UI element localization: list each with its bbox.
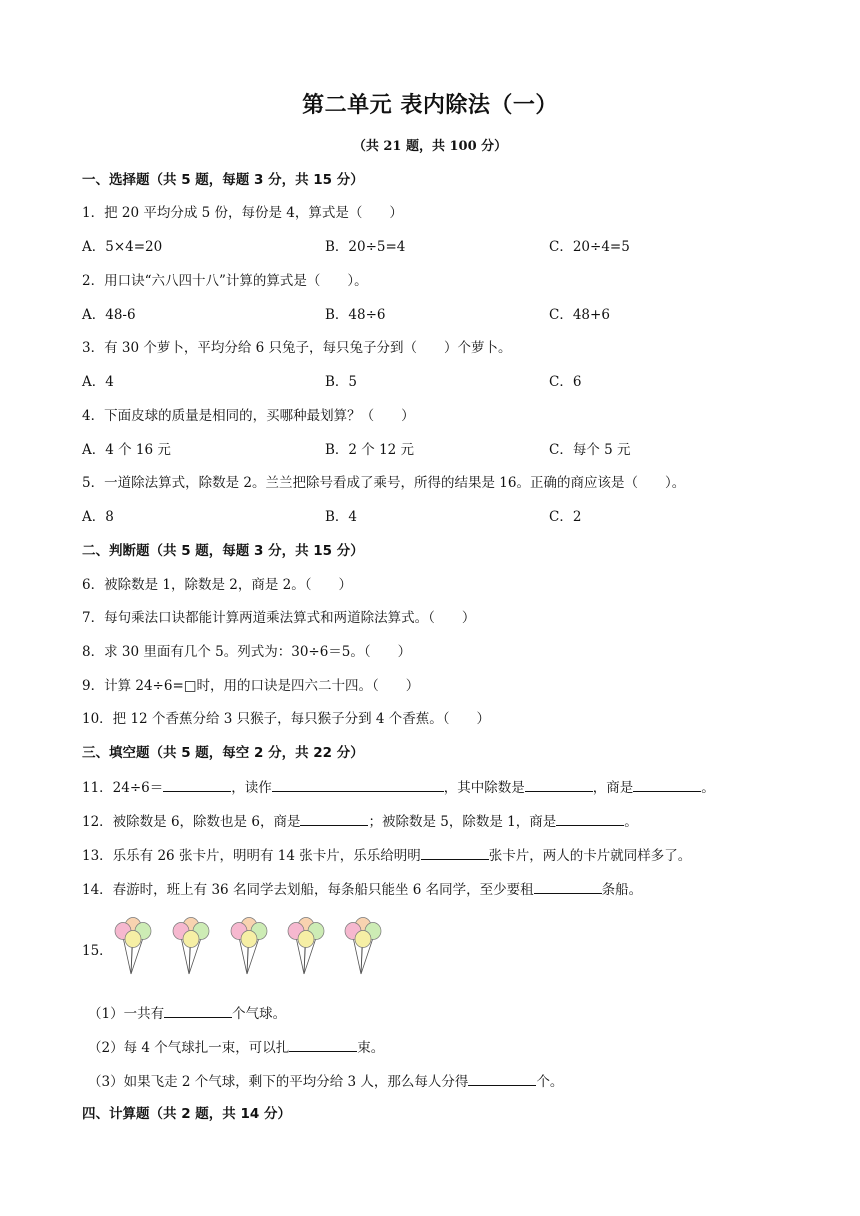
- question-1: 1．把 20 平均分成 5 份，每份是 4，算式是（ ）: [82, 205, 403, 221]
- q11-text-5: 。: [701, 780, 715, 796]
- balloon-bunch-4: [288, 918, 324, 975]
- question-8: 8．求 30 里面有几个 5。列式为：30÷6＝5。（ ）: [82, 644, 412, 660]
- q11-text-2: ，读作: [231, 780, 272, 796]
- question-6: 6．被除数是 1，除数是 2，商是 2。（ ）: [82, 577, 352, 593]
- q11-blank-read-as[interactable]: [272, 777, 444, 792]
- q15-3-text-1: （3）如果飞走 2 个气球，剩下的平均分给 3 人，那么每人分得: [88, 1074, 469, 1090]
- q14-text-1: 14．春游时，班上有 36 名同学去划船，每条船只能坐 6 名同学，至少要租: [82, 882, 534, 898]
- question-13: [82, 845, 691, 866]
- q1-option-a: A．5×4=20: [82, 239, 163, 255]
- q13-text-2: 张卡片，两人的卡片就同样多了。: [488, 848, 692, 864]
- page-subtitle: （共 21 题，共 100 分）: [352, 139, 508, 154]
- q11-blank-quotient-2[interactable]: [633, 777, 701, 792]
- section-heading-fill: 三、填空题（共 5 题，每空 2 分，共 22 分）: [82, 745, 364, 761]
- question-12: [82, 811, 638, 832]
- q4-option-a: A．4 个 16 元: [82, 442, 171, 458]
- q5-option-c: C．2: [549, 509, 582, 525]
- q11-text-4: ，商是: [592, 780, 634, 796]
- q13-text-1: 13．乐乐有 26 张卡片，明明有 14 张卡片，乐乐给明明: [82, 848, 421, 864]
- q4-option-c: C．每个 5 元: [549, 442, 631, 458]
- question-15-part-2: [88, 1037, 384, 1058]
- section-heading-judge: 二、判断题（共 5 题，每题 3 分，共 15 分）: [82, 543, 364, 559]
- q1-option-c: C．20÷4=5: [549, 239, 630, 255]
- page-title: 第二单元 表内除法（一）: [302, 93, 558, 118]
- q5-option-b: B．4: [325, 509, 358, 525]
- q15-2-blank[interactable]: [289, 1037, 357, 1052]
- question-5: 5．一道除法算式，除数是 2。兰兰把除号看成了乘号，所得的结果是 16。正确的商应该是（ ）。: [82, 475, 686, 491]
- q3-option-a: A．4: [82, 374, 114, 390]
- q12-blank-1[interactable]: [300, 811, 368, 826]
- q13-blank[interactable]: [421, 845, 489, 860]
- q14-text-2: 条船。: [601, 882, 643, 898]
- question-10: 10．把 12 个香蕉分给 3 只猴子，每只猴子分到 4 个香蕉。（ ）: [82, 711, 491, 727]
- q3-option-b: B．5: [325, 374, 358, 390]
- q2-option-c: C．48+6: [549, 307, 610, 323]
- q4-option-b: B．2 个 12 元: [325, 442, 415, 458]
- question-3: 3．有 30 个萝卜，平均分给 6 只兔子，每只兔子分到（ ）个萝卜。: [82, 340, 512, 356]
- q12-text-1: 12．被除数是 6，除数也是 6，商是: [82, 814, 301, 830]
- q14-blank[interactable]: [534, 879, 602, 894]
- question-15-number: 15．: [82, 943, 113, 959]
- balloon-bunch-5: [345, 918, 381, 975]
- question-4: 4．下面皮球的质量是相同的，买哪种最划算？（ ）: [82, 408, 415, 424]
- question-2: 2．用口诀“六八四十八”计算的算式是（ ）。: [82, 273, 368, 289]
- question-7: 7．每句乘法口诀都能计算两道乘法算式和两道除法算式。（ ）: [82, 610, 476, 626]
- q12-text-2: ；被除数是 5，除数是 1，商是: [368, 814, 557, 830]
- q15-3-text-2: 个。: [536, 1074, 564, 1090]
- section-heading-calc: 四、计算题（共 2 题，共 14 分）: [82, 1106, 291, 1122]
- question-15-part-1: [88, 1003, 286, 1024]
- q11-text-1: 11．24÷6＝: [82, 780, 164, 796]
- section-heading-choice: 一、选择题（共 5 题，每题 3 分，共 15 分）: [82, 172, 364, 188]
- question-11: [82, 777, 715, 798]
- q1-option-b: B．20÷5=4: [325, 239, 406, 255]
- q15-2-text-1: （2）每 4 个气球扎一束，可以扎: [88, 1040, 290, 1056]
- question-15-part-3: [88, 1071, 563, 1092]
- q15-1-text-2: 个气球。: [232, 1006, 287, 1022]
- q12-text-3: 。: [624, 814, 638, 830]
- q12-blank-2[interactable]: [556, 811, 624, 826]
- q2-option-b: B．48÷6: [325, 307, 386, 323]
- balloon-bunch-2: [173, 918, 209, 975]
- q11-text-3: ，其中除数是: [443, 780, 525, 796]
- question-9: 9．计算 24÷6=□时，用的口诀是四六二十四。（ ）: [82, 678, 420, 694]
- q15-1-text-1: （1）一共有: [88, 1006, 165, 1022]
- q5-option-a: A．8: [82, 509, 114, 525]
- q15-3-blank[interactable]: [468, 1071, 536, 1086]
- q15-1-blank[interactable]: [164, 1003, 232, 1018]
- q3-option-c: C．6: [549, 374, 582, 390]
- question-14: [82, 879, 642, 900]
- balloon-bunches-image: [112, 916, 397, 978]
- q11-blank-divisor[interactable]: [525, 777, 593, 792]
- q11-blank-quotient[interactable]: [163, 777, 231, 792]
- q15-2-text-2: 束。: [357, 1040, 385, 1056]
- balloon-bunch-3: [231, 918, 267, 975]
- balloon-bunch-1: [115, 918, 151, 975]
- q2-option-a: A．48-6: [82, 307, 136, 323]
